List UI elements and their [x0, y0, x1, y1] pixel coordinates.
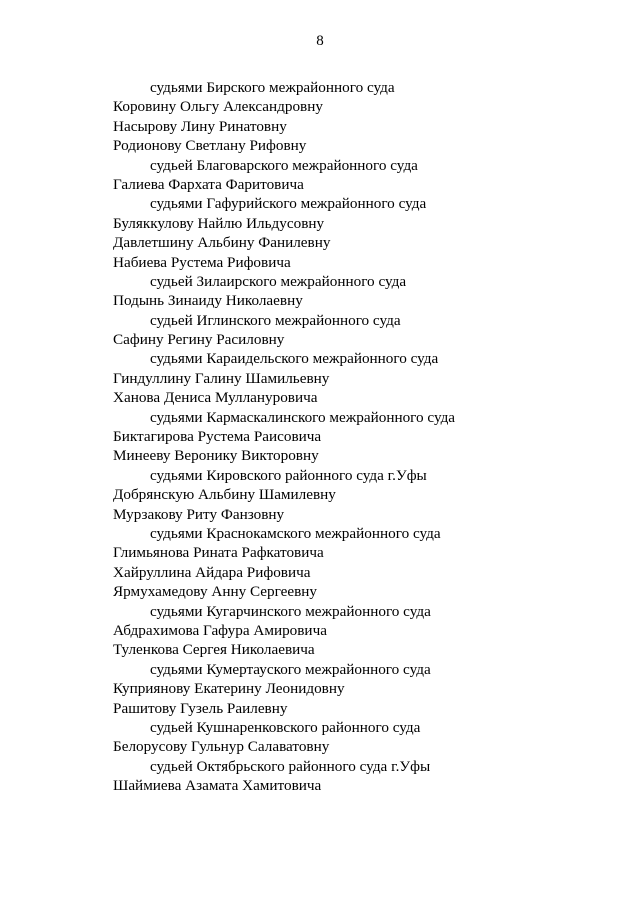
appointment-list	[0, 78, 640, 795]
judge-name: Мурзакову Риту Фанзовну	[113, 505, 285, 523]
court-heading: судьями Кировского районного суда г.Уфы	[150, 466, 427, 484]
judge-name: Минееву Веронику Викторовну	[113, 447, 319, 465]
judge-name: Гиндуллину Галину Шамильевну	[113, 369, 330, 387]
court-heading: судьей Зилаирского межрайонного суда	[150, 272, 407, 290]
judge-name: Белорусову Гульнур Салаватовну	[113, 738, 330, 756]
court-heading: судьей Кушнаренковского районного суда	[150, 718, 421, 736]
judge-name: Давлетшину Альбину Фанилевну	[113, 234, 331, 252]
court-heading: судьями Краснокамского межрайонного суда	[150, 524, 441, 542]
court-heading: судьей Октябрьского районного суда г.Уфы	[150, 757, 431, 775]
court-heading: судьей Иглинского межрайонного суда	[150, 311, 401, 329]
page-number: 8	[316, 33, 324, 49]
judge-name: Туленкова Сергея Николаевича	[113, 641, 315, 659]
judge-name: Биктагирова Рустема Раисовича	[113, 428, 322, 446]
judge-name: Абдрахимова Гафура Амировича	[113, 621, 327, 639]
court-heading: судьями Кумертауского межрайонного суда	[150, 660, 431, 678]
judge-name: Ярмухамедову Анну Сергеевну	[113, 583, 318, 601]
court-heading: судьями Кармаскалинского межрайонного суда	[150, 408, 456, 426]
judge-name: Насырову Лину Ринатовну	[113, 117, 287, 135]
judge-name: Подынь Зинаиду Николаевну	[113, 292, 303, 310]
judge-name: Коровину Ольгу Александровну	[113, 98, 323, 116]
judge-name: Хайруллина Айдара Рифовича	[113, 563, 311, 581]
court-heading: судьями Бирского межрайонного суда	[150, 79, 395, 96]
judge-name: Куприянову Екатерину Леонидовну	[113, 680, 345, 698]
judge-name: Сафину Регину Расиловну	[113, 331, 285, 349]
court-heading: судьями Гафурийского межрайонного суда	[150, 195, 427, 213]
court-heading: судьей Благоварского межрайонного суда	[150, 156, 418, 174]
judge-name: Набиева Рустема Рифовича	[113, 253, 291, 271]
judge-name: Родионову Светлану Рифовну	[113, 137, 307, 155]
judge-name: Рашитову Гузель Раилевну	[113, 699, 288, 717]
judge-name: Шаймиева Азамата Хамитовича	[113, 777, 322, 795]
judge-name: Буляккулову Найлю Ильдусовну	[113, 214, 325, 232]
judge-name: Добрянскую Альбину Шамилевну	[113, 486, 336, 504]
judge-name: Глимьянова Рината Рафкатовича	[113, 544, 324, 562]
court-heading: судьями Кугарчинского межрайонного суда	[150, 602, 431, 620]
judge-name: Ханова Дениса Муллануровича	[113, 389, 318, 407]
judge-name: Галиева Фархата Фаритовича	[113, 175, 304, 193]
court-heading: судьями Караидельского межрайонного суда	[150, 350, 439, 368]
